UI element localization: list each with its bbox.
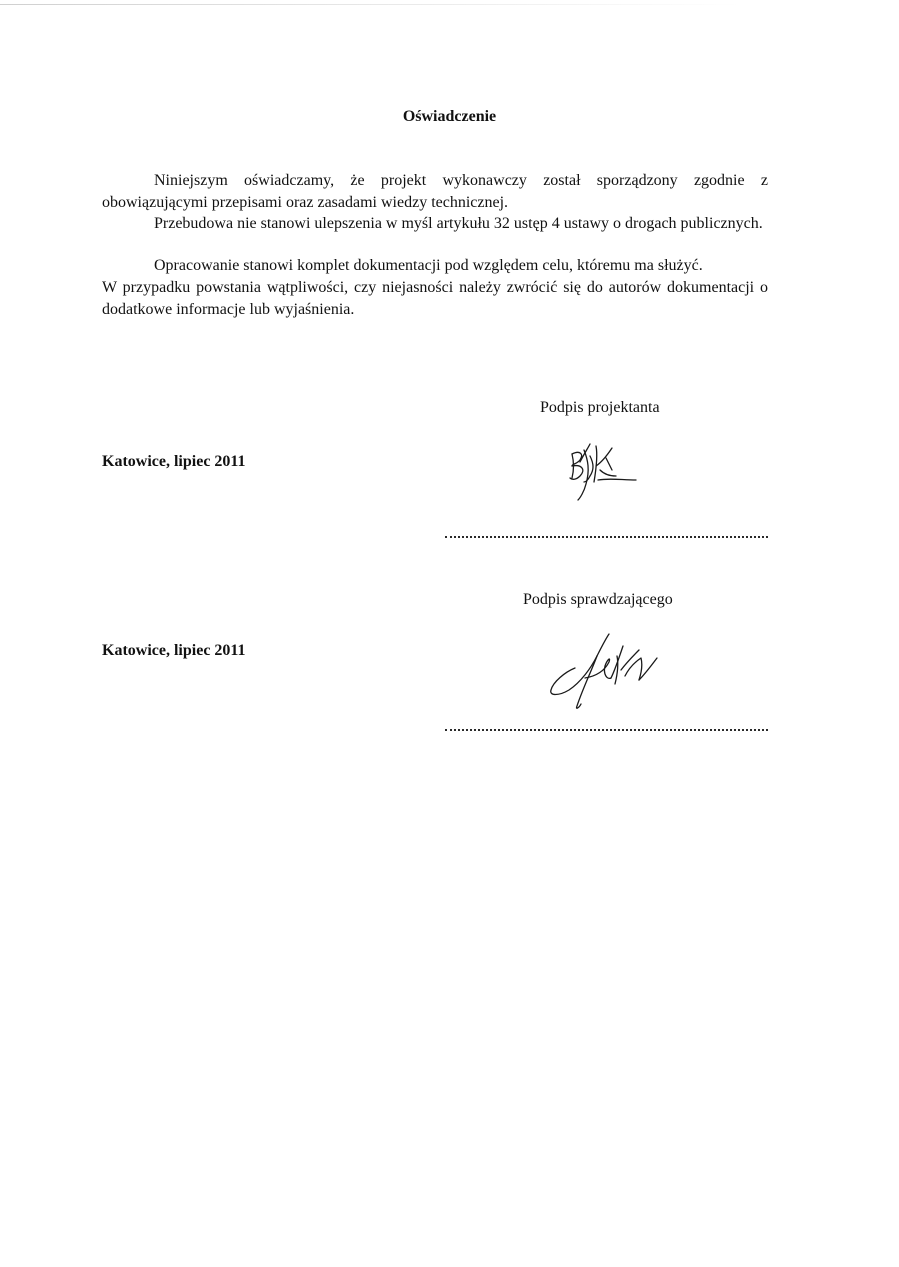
document-title: Oświadczenie: [402, 108, 497, 125]
designer-signature-label: Podpis projektanta: [540, 399, 660, 416]
paragraph-reconstruction: Przebudowa nie stanowi ulepszenia w myśl artykułu 32 ustęp 4 ustawy o drogach publicznych.: [154, 215, 763, 232]
designer-signature: [560, 436, 650, 502]
scan-edge-line: [0, 4, 740, 5]
paragraph-doubts: W przypadku powstania wątpliwości, czy niejasności należy zwrócić się do autorów dokumentacji o dodatkowe informacje lub wyjaśnienia.: [102, 279, 768, 318]
checker-signature-label: Podpis sprawdzającego: [523, 591, 673, 608]
checker-signature-line: [445, 729, 768, 731]
paragraph-compliance: Niniejszym oświadczamy, że projekt wykonawczy został sporządzony zgodnie z obowiązującymi przepisami oraz zasadami wiedzy technicznej.: [102, 172, 768, 211]
place-date-checker: Katowice, lipiec 2011: [102, 642, 246, 659]
paragraph-documentation: Opracowanie stanowi komplet dokumentacji pod względem celu, któremu ma służyć.: [154, 257, 703, 274]
checker-signature: [545, 632, 663, 712]
designer-signature-line: [445, 536, 768, 538]
place-date-designer: Katowice, lipiec 2011: [102, 453, 246, 470]
